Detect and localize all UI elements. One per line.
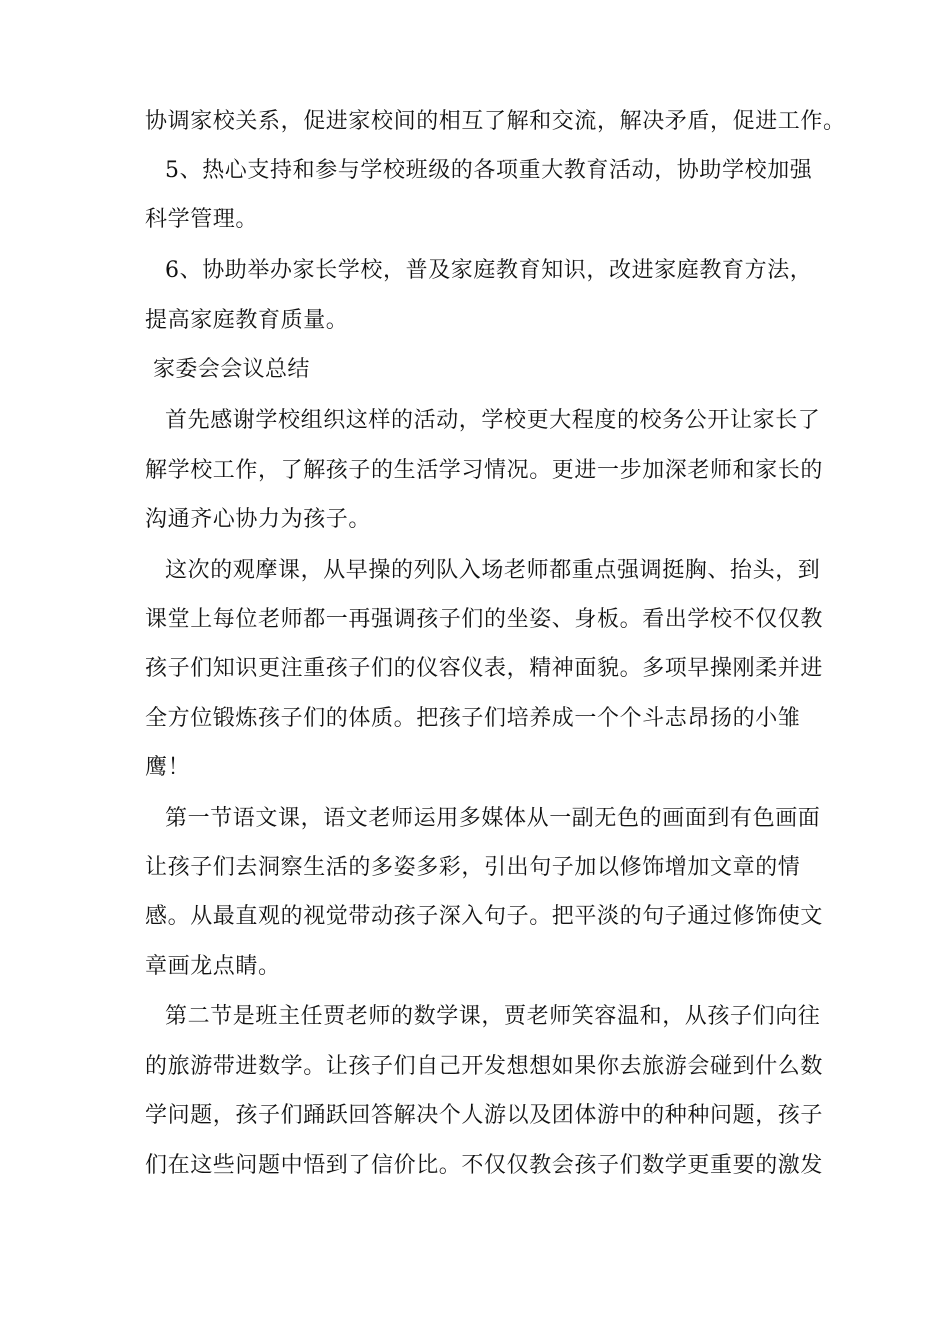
paragraph-line: 课堂上每位老师都一再强调孩子们的坐姿、身板。看出学校不仅仅教 — [145, 607, 824, 632]
paragraph-line: 让孩子们去洞察生活的多姿多彩，引出句子加以修饰增加文章的情 — [145, 855, 801, 880]
paragraph-line: 章画龙点睛。 — [145, 954, 281, 979]
paragraph-line: 的旅游带进数学。让孩子们自己开发想想如果你去旅游会碰到什么数 — [145, 1054, 824, 1079]
list-item-5-line: 5、热心支持和参与学校班级的各项重大教育活动，协助学校加强 — [165, 158, 813, 183]
paragraph-line: 鹰！ — [145, 755, 191, 780]
paragraph-line: 全方位锻炼孩子们的体质。把孩子们培养成一个个斗志昂扬的小雏 — [145, 706, 801, 731]
list-item-6-line: 提高家庭教育质量。 — [145, 308, 349, 333]
paragraph-line: 们在这些问题中悟到了信价比。不仅仅教会孩子们数学更重要的激发 — [145, 1153, 824, 1178]
paragraph-line: 沟通齐心协力为孩子。 — [145, 507, 372, 532]
paragraph-line: 这次的观摩课，从早操的列队入场老师都重点强调挺胸、抬头，到 — [165, 558, 821, 583]
paragraph-line: 协调家校关系，促进家校间的相互了解和交流，解决矛盾，促进工作。 — [145, 109, 846, 134]
paragraph-line: 孩子们知识更注重孩子们的仪容仪表，精神面貌。多项早操刚柔并进 — [145, 656, 824, 681]
section-heading: 家委会会议总结 — [153, 357, 310, 382]
paragraph-line: 解学校工作，了解孩子的生活学习情况。更进一步加深老师和家长的 — [145, 458, 824, 483]
list-item-6-line: 6、协助举办家长学校，普及家庭教育知识，改进家庭教育方法， — [165, 258, 813, 283]
paragraph-line: 学问题，孩子们踊跃回答解决个人游以及团体游中的种种问题，孩子 — [145, 1103, 824, 1128]
paragraph-line: 感。从最直观的视觉带动孩子深入句子。把平淡的句子通过修饰使文 — [145, 904, 824, 929]
paragraph-line: 首先感谢学校组织这样的活动，学校更大程度的校务公开让家长了 — [165, 408, 821, 433]
list-item-5-line: 科学管理。 — [145, 207, 259, 232]
paragraph-line: 第一节语文课，语文老师运用多媒体从一副无色的画面到有色画面 — [165, 806, 821, 831]
paragraph-line: 第二节是班主任贾老师的数学课，贾老师笑容温和，从孩子们向往 — [165, 1004, 821, 1029]
